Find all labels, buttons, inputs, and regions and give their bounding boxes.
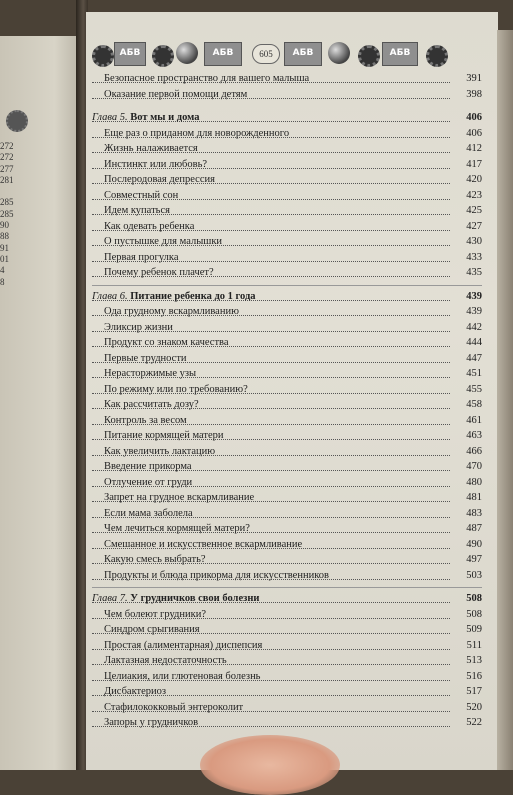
toc-entry	[92, 413, 482, 429]
entry-title: Лактазная недостаточность	[104, 655, 227, 666]
page-ref: 439	[466, 306, 482, 317]
left-page-number: 285	[0, 208, 14, 219]
page-ref: 423	[466, 189, 482, 201]
entry-title: Совместный сон	[104, 189, 179, 201]
toc-entry	[92, 475, 482, 491]
entry-title: Инстинкт или любовь?	[104, 158, 208, 170]
finger	[200, 735, 340, 795]
page-ref: 458	[466, 399, 482, 410]
page-ref: 442	[466, 321, 482, 333]
entry-title: Как рассчитать дозу?	[104, 399, 199, 410]
left-page-numbers	[0, 141, 14, 288]
page-ref: 406	[466, 127, 482, 139]
left-page-number: 91	[0, 242, 9, 253]
page-ref: 508	[466, 608, 482, 620]
toc-entry	[92, 219, 482, 235]
page-ref: 406	[466, 112, 482, 123]
page-ref: 481	[466, 492, 482, 503]
page-ref: 503	[466, 569, 482, 581]
toc-entry	[92, 684, 482, 700]
entry-title: Безопасное пространство для вашего малыша	[104, 73, 310, 84]
page-ref: 497	[466, 554, 482, 565]
toc-entry	[92, 366, 482, 382]
toc-entry	[92, 234, 482, 250]
page-ref: 487	[466, 523, 482, 534]
toc-entry	[92, 335, 482, 351]
entry-title: Эликсир жизни	[104, 321, 173, 333]
toc-entry	[92, 320, 482, 336]
chapter-title: Питание ребенка до 1 года	[130, 290, 256, 302]
page-ref: 398	[466, 88, 482, 100]
entry-title: Ода грудному вскармливанию	[104, 306, 239, 317]
entry-title: Смешанное и искусственное вскармливание	[104, 538, 303, 550]
entry-title: Питание кормящей матери	[104, 430, 224, 441]
entry-title: Еще раз о приданом для новорожденного	[104, 127, 290, 139]
left-page-number: 281	[0, 174, 14, 185]
entry-title: Первые трудности	[104, 352, 187, 364]
left-page-number: 8	[0, 276, 5, 287]
entry-title: Простая (алиментарная) диспепсия	[104, 639, 263, 651]
flower-icon	[426, 45, 448, 67]
toc-entry	[92, 203, 482, 219]
left-page-number: 272	[0, 152, 14, 163]
entry-title: Отлучение от груди	[104, 476, 193, 488]
page-ref: 461	[466, 414, 482, 426]
ball-icon	[176, 42, 198, 64]
entry-title: Продукты и блюда прикорма для искусственников	[104, 569, 329, 581]
toc-entry	[92, 700, 482, 716]
toc-entry	[92, 622, 482, 638]
entry-title: Запоры у грудничков	[104, 717, 199, 728]
page-ref: 483	[466, 507, 482, 519]
toc-entry	[92, 653, 482, 669]
left-page-number: 272	[0, 141, 14, 151]
page-ref: 509	[466, 624, 482, 635]
toc-entry	[92, 188, 482, 204]
page-ref: 391	[466, 73, 482, 84]
toc-entry	[92, 715, 482, 731]
flower-icon	[92, 45, 114, 67]
toc-entry	[92, 304, 482, 320]
page-ref: 412	[466, 143, 482, 154]
entry-title: Жизнь налаживается	[104, 143, 198, 154]
section-divider	[92, 587, 482, 588]
chapter-title: У грудничков свои болезни	[130, 593, 260, 604]
section-divider	[92, 285, 482, 286]
toc-entry	[92, 126, 482, 142]
toc-entry	[92, 172, 482, 188]
entry-title: Если мама заболела	[104, 507, 193, 519]
page-ref: 480	[466, 476, 482, 488]
page-ref: 435	[466, 267, 482, 278]
toc-entry	[92, 607, 482, 623]
toc-entry	[92, 568, 482, 584]
toc-entry	[92, 382, 482, 398]
entry-title: Идем купаться	[104, 205, 170, 216]
entry-title: Контроль за весом	[104, 414, 187, 426]
entry-title: Какую смесь выбрать?	[104, 554, 206, 565]
page-edge	[497, 30, 513, 770]
chapter-label: Глава 6.	[92, 290, 128, 302]
page-ref: 451	[466, 368, 482, 379]
entry-title: По режиму или по требованию?	[104, 383, 248, 395]
entry-title: Чем болеют грудники?	[104, 608, 206, 620]
chapter-heading	[92, 110, 482, 126]
toc-entry	[92, 506, 482, 522]
toc-entry	[92, 87, 482, 103]
toc-entry	[92, 669, 482, 685]
entry-title: Чем лечиться кормящей матери?	[104, 523, 250, 534]
toc-entry	[92, 250, 482, 266]
abc-block-icon: АБВ	[204, 42, 242, 66]
entry-title: Продукт со знаком качества	[104, 337, 229, 348]
entry-title: О пустышке для малышки	[104, 236, 223, 247]
chapter-title: Вот мы и дома	[130, 112, 200, 123]
entry-title: Целиакия, или глютеновая болезнь	[104, 670, 261, 682]
page-ref: 430	[466, 236, 482, 247]
toc-entry	[92, 537, 482, 553]
entry-title: Как увеличить лактацию	[104, 445, 216, 457]
toc-entry	[92, 552, 482, 568]
ball-icon	[328, 42, 350, 64]
page-ref: 522	[466, 717, 482, 728]
entry-title: Послеродовая депрессия	[104, 174, 215, 185]
entry-title: Оказание первой помощи детям	[104, 88, 248, 100]
chapter-heading	[92, 591, 482, 607]
entry-title: Запрет на грудное вскармливание	[104, 492, 255, 503]
entry-title: Синдром срыгивания	[104, 624, 200, 635]
page-ref: 433	[466, 251, 482, 263]
entry-title: Нерасторжимые узы	[104, 368, 197, 379]
toc-entry	[92, 521, 482, 537]
flower-icon	[6, 110, 28, 132]
page-ref: 490	[466, 538, 482, 550]
entry-title: Почему ребенок плачет?	[104, 267, 214, 278]
abc-block-icon: АБВ	[114, 42, 146, 66]
page-ref: 470	[466, 461, 482, 472]
toc-entry	[92, 71, 482, 87]
entry-title: Первая прогулка	[104, 251, 179, 263]
toc-entry	[92, 141, 482, 157]
flower-icon	[152, 45, 174, 67]
left-page-number	[0, 186, 14, 197]
flower-icon	[358, 45, 380, 67]
chapter-label: Глава 5.	[92, 112, 128, 123]
page-ref: 447	[466, 352, 482, 364]
page-number: 605	[252, 44, 280, 64]
page-ref: 417	[466, 158, 482, 170]
toc-entry	[92, 157, 482, 173]
left-page-number: 01	[0, 253, 9, 264]
page-ref: 511	[466, 639, 482, 651]
toc-entry	[92, 397, 482, 413]
toc-entry	[92, 638, 482, 654]
page-ref: 439	[466, 290, 482, 302]
entry-title: Как одевать ребенка	[104, 220, 195, 232]
left-page-number: 88	[0, 231, 9, 242]
page-ref: 508	[466, 593, 482, 604]
entry-title: Стафилококковый энтероколит	[104, 701, 244, 713]
page-ref: 455	[466, 383, 482, 395]
entry-title: Введение прикорма	[104, 461, 192, 472]
page-ref: 444	[466, 337, 482, 348]
toc-entry	[92, 428, 482, 444]
toc-entry	[92, 444, 482, 460]
page-ref: 427	[466, 220, 482, 232]
left-page-number: 4	[0, 265, 5, 276]
abc-block-icon: АБВ	[284, 42, 322, 66]
page-ref: 466	[466, 445, 482, 457]
abc-block-icon: АБВ	[382, 42, 418, 66]
page-ref: 520	[466, 701, 482, 713]
toc-entry	[92, 490, 482, 506]
table-of-contents	[92, 71, 482, 731]
chapter-label: Глава 7.	[92, 593, 128, 604]
section-divider	[92, 102, 482, 110]
page-ref: 516	[466, 670, 482, 682]
left-page	[0, 36, 78, 770]
left-page-number: 285	[0, 197, 14, 208]
toc-entry	[92, 265, 482, 281]
chapter-heading	[92, 289, 482, 305]
toc-entry	[92, 351, 482, 367]
left-page-number: 277	[0, 163, 14, 174]
page-header	[92, 36, 472, 70]
page-ref: 517	[466, 686, 482, 697]
page-ref: 420	[466, 174, 482, 185]
page-ref: 425	[466, 205, 482, 216]
left-page-number: 90	[0, 220, 9, 231]
entry-title: Дисбактериоз	[104, 686, 167, 697]
page-ref: 463	[466, 430, 482, 441]
page-ref: 513	[466, 655, 482, 666]
toc-entry	[92, 459, 482, 475]
